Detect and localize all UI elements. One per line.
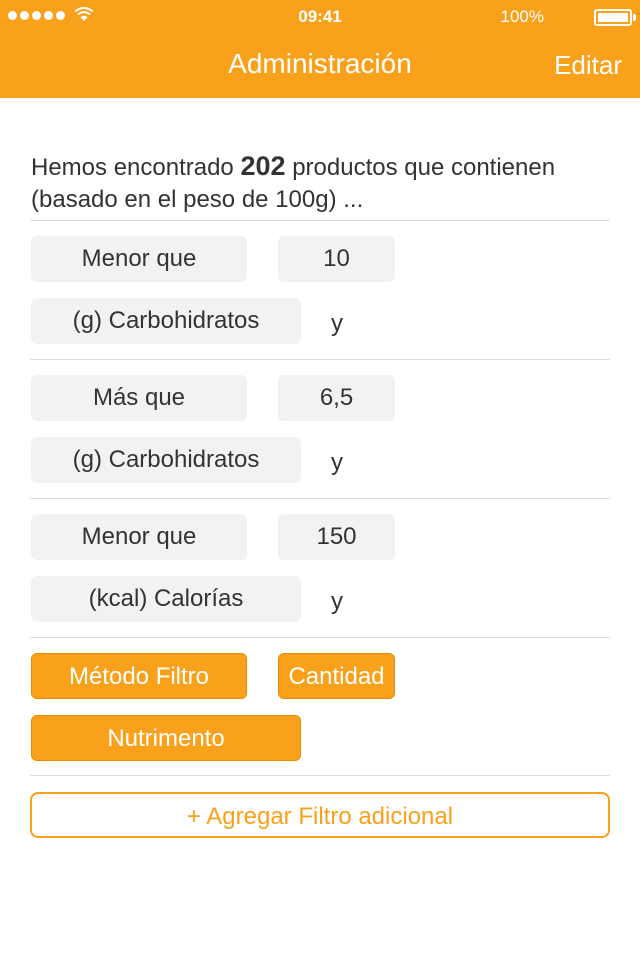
- filter-1-conjunction: y: [331, 310, 343, 337]
- status-time: 09:41: [298, 7, 342, 26]
- divider: [30, 220, 610, 221]
- add-filter-button[interactable]: + Agregar Filtro adicional: [30, 792, 610, 838]
- results-summary: [31, 150, 611, 216]
- filter-2-conjunction: y: [331, 449, 343, 476]
- divider: [30, 775, 610, 776]
- filter-3-conjunction: y: [331, 588, 343, 615]
- filter-1-operator[interactable]: Menor que: [31, 236, 247, 282]
- filter-2-value[interactable]: 6,5: [278, 375, 395, 421]
- status-bar: [0, 0, 640, 34]
- amount-button[interactable]: Cantidad: [278, 653, 395, 699]
- battery-percentage: 100%: [500, 7, 544, 26]
- filter-2-operator[interactable]: Más que: [31, 375, 247, 421]
- filter-1-value[interactable]: 10: [278, 236, 395, 282]
- divider: [30, 359, 610, 360]
- filter-2-nutrient[interactable]: (g) Carbohidratos: [31, 437, 301, 483]
- filter-1-nutrient[interactable]: (g) Carbohidratos: [31, 298, 301, 344]
- battery-icon: [594, 9, 632, 26]
- divider: [30, 498, 610, 499]
- filter-3-operator[interactable]: Menor que: [31, 514, 247, 560]
- filter-3-nutrient[interactable]: (kcal) Calorías: [31, 576, 301, 622]
- filter-method-button[interactable]: Método Filtro: [31, 653, 247, 699]
- page-title: Administración: [228, 48, 412, 79]
- divider: [30, 637, 610, 638]
- summary-suffix: productos que contienen (basado en el peso de 100g) ...: [31, 154, 556, 213]
- navigation-bar: [0, 34, 640, 98]
- nutrient-button[interactable]: Nutrimento: [31, 715, 301, 761]
- results-count: 202: [240, 151, 286, 181]
- filter-3-value[interactable]: 150: [278, 514, 395, 560]
- edit-button[interactable]: Editar: [554, 50, 622, 80]
- summary-prefix: Hemos encontrado: [31, 154, 234, 181]
